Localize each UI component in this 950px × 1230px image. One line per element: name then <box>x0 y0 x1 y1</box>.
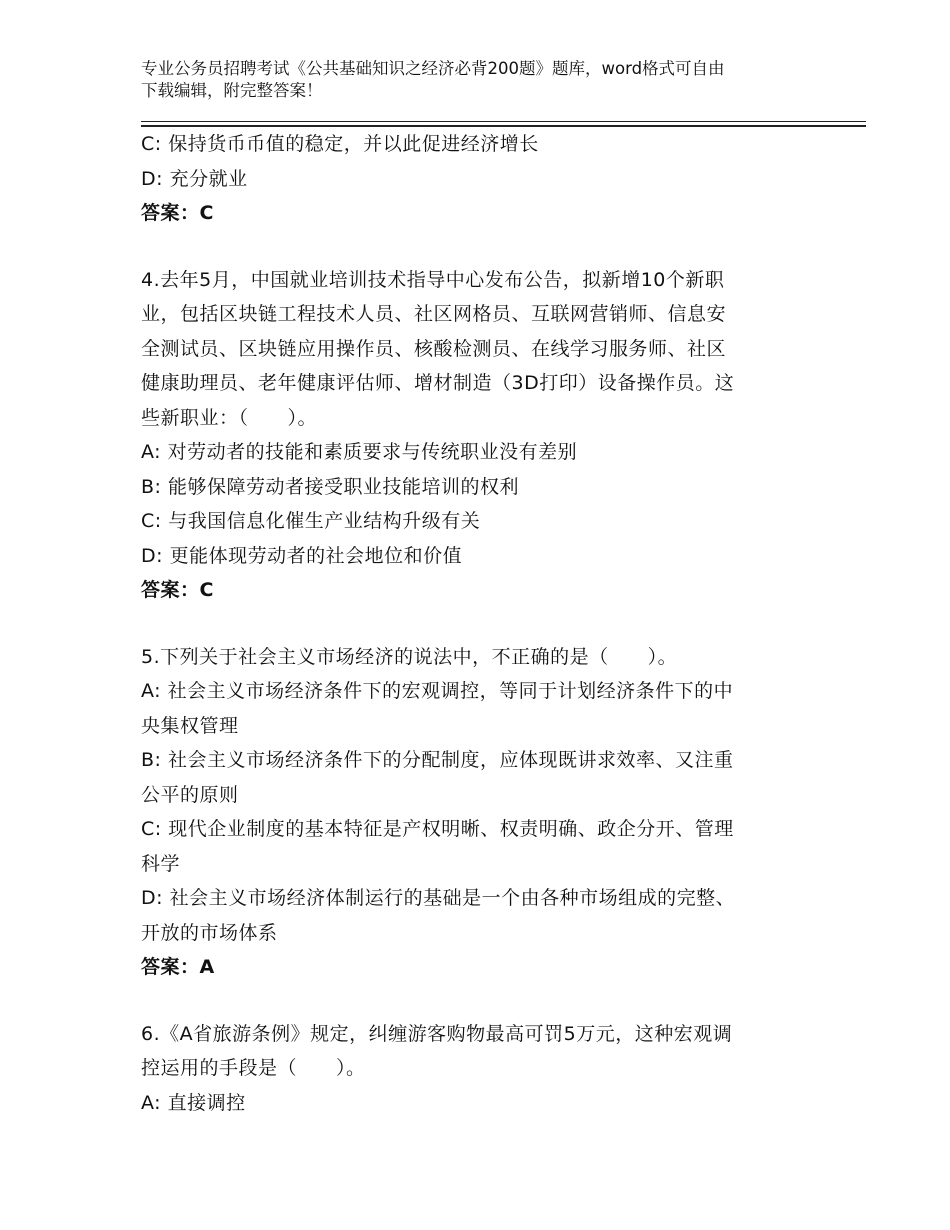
option-line: B: 社会主义市场经济条件下的分配制度，应体现既讲求效率、又注重 <box>141 749 734 771</box>
question-stem-line: 4.去年5月，中国就业培训技术指导中心发布公告，拟新增10个新职 <box>141 268 725 291</box>
option-d: D: 充分就业 <box>141 167 248 190</box>
option-a: A: 直接调控 <box>141 1091 246 1114</box>
option-line: D: 社会主义市场经济体制运行的基础是一个由各种市场组成的完整、 <box>141 887 736 909</box>
spacer <box>141 231 811 263</box>
question-stem-line: 5.下列关于社会主义市场经济的说法中，不正确的是（ ）。 <box>141 645 678 668</box>
question-stem-line: 全测试员、区块链应用操作员、核酸检测员、在线学习服务师、社区 <box>141 337 727 360</box>
question-6 <box>141 1017 811 1121</box>
option-c: C: 与我国信息化催生产业结构升级有关 <box>141 510 481 532</box>
option-d: D: 更能体现劳动者的社会地位和价值 <box>141 544 463 567</box>
spacer <box>141 985 811 1017</box>
question-3-tail <box>141 127 811 231</box>
question-stem-line: 健康助理员、老年健康评估师、增材制造（3D打印）设备操作员。这 <box>141 372 735 394</box>
answer: 答案：C <box>141 202 214 224</box>
option-line: 公平的原则 <box>141 783 239 806</box>
option-line: A: 社会主义市场经济条件下的宏观调控，等同于计划经济条件下的中 <box>141 680 734 702</box>
question-stem-line: 控运用的手段是（ ）。 <box>141 1057 366 1079</box>
question-5 <box>141 640 811 985</box>
spacer <box>141 608 811 640</box>
answer: 答案：C <box>141 579 214 601</box>
option-c: C: 保持货币币值的稳定，并以此促进经济增长 <box>141 133 539 155</box>
option-b: B: 能够保障劳动者接受职业技能培训的权利 <box>141 475 519 498</box>
header-line-1: 专业公务员招聘考试《公共基础知识之经济必背200题》题库，word格式可自由 <box>141 59 725 78</box>
question-stem-line: 业，包括区块链工程技术人员、社区网格员、互联网营销师、信息安 <box>141 303 727 325</box>
question-stem-line: 6.《A省旅游条例》规定，纠缠游客购物最高可罚5万元，这种宏观调 <box>141 1022 733 1045</box>
option-line: C: 现代企业制度的基本特征是产权明晰、权责明确、政企分开、管理 <box>141 818 734 840</box>
header-line-2: 下载编辑，附完整答案！ <box>141 81 323 100</box>
option-a: A: 对劳动者的技能和素质要求与传统职业没有差别 <box>141 441 578 463</box>
question-stem-line: 些新职业：（ ）。 <box>141 406 318 429</box>
document-body <box>141 127 811 1120</box>
option-line: 开放的市场体系 <box>141 921 278 944</box>
option-line: 央集权管理 <box>141 714 239 737</box>
header-divider-thin <box>141 121 866 122</box>
option-line: 科学 <box>141 852 181 875</box>
page-header <box>141 58 821 102</box>
answer: 答案：A <box>141 956 215 978</box>
question-4 <box>141 263 811 608</box>
